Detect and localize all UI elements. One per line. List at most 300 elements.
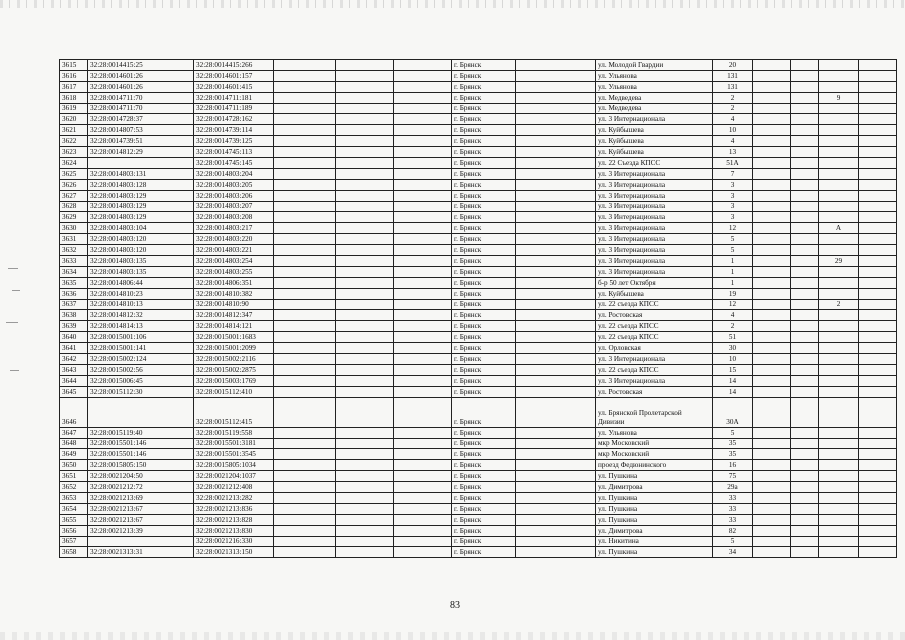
empty-cell [274,525,336,536]
empty-cell [274,168,336,179]
empty-cell [859,449,897,460]
street-cell: ул. Пушкина [596,503,713,514]
table-row [60,503,897,514]
empty-cell [336,375,394,386]
city-cell: г. Брянск [452,397,516,427]
empty-cell [516,147,596,158]
object-cadastral-number-cell: 32:28:0014745:113 [194,147,274,158]
empty-cell [274,547,336,558]
empty-cell [753,245,791,256]
table-row [60,266,897,277]
object-cadastral-number-cell: 32:28:0021213:828 [194,514,274,525]
object-cadastral-number-cell: 32:28:0014806:351 [194,277,274,288]
object-cadastral-number-cell: 32:28:0014728:162 [194,114,274,125]
house-number-cell: 5 [713,234,753,245]
empty-cell [274,147,336,158]
empty-cell [791,179,819,190]
empty-cell [516,449,596,460]
empty-cell [274,375,336,386]
house-number-cell: 14 [713,386,753,397]
land-cadastral-number-cell: 32:28:0014711:70 [88,92,194,103]
apartment-number-cell: 9 [819,92,859,103]
city-cell: г. Брянск [452,168,516,179]
empty-cell [753,460,791,471]
city-cell: г. Брянск [452,343,516,354]
object-cadastral-number-cell: 32:28:0014803:255 [194,266,274,277]
empty-cell [394,514,452,525]
street-cell: ул. 3 Интернационала [596,179,713,190]
empty-cell [394,482,452,493]
row-number-cell: 3646 [60,397,88,427]
empty-cell [394,492,452,503]
empty-cell [753,147,791,158]
apartment-number-cell [819,103,859,114]
empty-cell [394,70,452,81]
apartment-number-cell [819,212,859,223]
empty-cell [791,92,819,103]
apartment-number-cell [819,114,859,125]
street-cell: ул. Димитрова [596,525,713,536]
empty-cell [274,114,336,125]
apartment-number-cell [819,288,859,299]
street-cell: ул. 3 Интернационала [596,266,713,277]
empty-cell [859,201,897,212]
land-cadastral-number-cell: 32:28:0021213:69 [88,492,194,503]
empty-cell [753,343,791,354]
street-cell: ул. Пушкина [596,547,713,558]
city-cell: г. Брянск [452,266,516,277]
empty-cell [336,449,394,460]
city-cell: г. Брянск [452,245,516,256]
empty-cell [753,81,791,92]
object-cadastral-number-cell: 32:28:0014739:114 [194,125,274,136]
empty-cell [516,70,596,81]
empty-cell [274,354,336,365]
empty-cell [516,299,596,310]
registry-rows [60,60,897,558]
empty-cell [274,179,336,190]
empty-cell [791,103,819,114]
row-number-cell: 3622 [60,136,88,147]
empty-cell [516,266,596,277]
street-cell: ул. Пушкина [596,492,713,503]
row-number-cell: 3623 [60,147,88,158]
object-cadastral-number-cell: 32:28:0014803:207 [194,201,274,212]
empty-cell [859,547,897,558]
empty-cell [336,114,394,125]
empty-cell [859,147,897,158]
row-number-cell: 3617 [60,81,88,92]
row-number-cell: 3641 [60,343,88,354]
empty-cell [791,438,819,449]
object-cadastral-number-cell: 32:28:0015119:558 [194,427,274,438]
house-number-cell: 131 [713,70,753,81]
empty-cell [274,201,336,212]
object-cadastral-number-cell: 32:28:0014803:221 [194,245,274,256]
empty-cell [336,321,394,332]
apartment-number-cell [819,234,859,245]
house-number-cell: 30 [713,343,753,354]
table-row [60,70,897,81]
city-cell: г. Брянск [452,179,516,190]
empty-cell [753,277,791,288]
empty-cell [859,514,897,525]
empty-cell [516,92,596,103]
empty-cell [859,482,897,493]
apartment-number-cell [819,386,859,397]
empty-cell [859,343,897,354]
empty-cell [791,288,819,299]
apartment-number-cell [819,321,859,332]
object-cadastral-number-cell: 32:28:0015002:2116 [194,354,274,365]
table-row [60,386,897,397]
empty-cell [336,277,394,288]
empty-cell [791,223,819,234]
empty-cell [336,332,394,343]
apartment-number-cell [819,136,859,147]
empty-cell [753,375,791,386]
empty-cell [274,92,336,103]
land-cadastral-number-cell [88,397,194,427]
house-number-cell: 10 [713,354,753,365]
empty-cell [394,201,452,212]
city-cell: г. Брянск [452,427,516,438]
empty-cell [274,256,336,267]
empty-cell [791,514,819,525]
city-cell: г. Брянск [452,438,516,449]
land-cadastral-number-cell: 32:28:0014803:104 [88,223,194,234]
empty-cell [394,212,452,223]
empty-cell [791,343,819,354]
city-cell: г. Брянск [452,234,516,245]
empty-cell [336,201,394,212]
row-number-cell: 3652 [60,482,88,493]
empty-cell [274,299,336,310]
house-number-cell: 1 [713,266,753,277]
land-cadastral-number-cell: 32:28:0014803:135 [88,256,194,267]
row-number-cell: 3625 [60,168,88,179]
empty-cell [274,514,336,525]
street-cell: ул. Орловская [596,343,713,354]
empty-cell [859,212,897,223]
row-number-cell: 3615 [60,60,88,71]
house-number-cell: 35 [713,438,753,449]
empty-cell [859,427,897,438]
street-cell: мкр Московский [596,449,713,460]
empty-cell [336,427,394,438]
apartment-number-cell [819,397,859,427]
empty-cell [336,343,394,354]
empty-cell [394,114,452,125]
empty-cell [394,375,452,386]
empty-cell [336,386,394,397]
empty-cell [516,179,596,190]
land-cadastral-number-cell: 32:28:0014810:23 [88,288,194,299]
empty-cell [516,256,596,267]
apartment-number-cell [819,147,859,158]
city-cell: г. Брянск [452,158,516,169]
empty-cell [791,136,819,147]
city-cell: г. Брянск [452,103,516,114]
table-row [60,245,897,256]
empty-cell [336,310,394,321]
empty-cell [394,321,452,332]
apartment-number-cell [819,492,859,503]
empty-cell [516,245,596,256]
empty-cell [791,256,819,267]
object-cadastral-number-cell: 32:28:0015001:1683 [194,332,274,343]
empty-cell [336,547,394,558]
table-row [60,190,897,201]
empty-cell [859,277,897,288]
house-number-cell: 12 [713,223,753,234]
house-number-cell: 1 [713,277,753,288]
empty-cell [859,125,897,136]
land-cadastral-number-cell: 32:28:0014814:13 [88,321,194,332]
empty-cell [274,332,336,343]
street-cell: ул. Куйбышева [596,288,713,299]
city-cell: г. Брянск [452,277,516,288]
apartment-number-cell [819,277,859,288]
empty-cell [753,503,791,514]
row-number-cell: 3651 [60,471,88,482]
empty-cell [336,536,394,547]
house-number-cell: 5 [713,427,753,438]
empty-cell [516,212,596,223]
empty-cell [791,168,819,179]
street-cell: ул. 3 Интернационала [596,245,713,256]
empty-cell [791,266,819,277]
house-number-cell: 51 [713,332,753,343]
empty-cell [336,136,394,147]
empty-cell [791,449,819,460]
street-cell: ул. Ростовская [596,386,713,397]
empty-cell [516,503,596,514]
empty-cell [791,81,819,92]
row-number-cell: 3647 [60,427,88,438]
empty-cell [394,266,452,277]
empty-cell [274,386,336,397]
apartment-number-cell [819,375,859,386]
apartment-number-cell [819,503,859,514]
empty-cell [516,288,596,299]
empty-cell [394,277,452,288]
empty-cell [394,460,452,471]
house-number-cell: 4 [713,136,753,147]
house-number-cell: 33 [713,503,753,514]
empty-cell [753,60,791,71]
apartment-number-cell [819,266,859,277]
house-number-cell: 3 [713,212,753,223]
table-row [60,354,897,365]
empty-cell [753,92,791,103]
empty-cell [791,397,819,427]
house-number-cell: 12 [713,299,753,310]
empty-cell [859,525,897,536]
table-row [60,234,897,245]
object-cadastral-number-cell: 32:28:0014601:157 [194,70,274,81]
apartment-number-cell [819,179,859,190]
row-number-cell: 3642 [60,354,88,365]
land-cadastral-number-cell: 32:28:0014803:129 [88,201,194,212]
empty-cell [394,60,452,71]
empty-cell [394,427,452,438]
house-number-cell: 3 [713,190,753,201]
row-number-cell: 3643 [60,364,88,375]
empty-cell [753,427,791,438]
scan-edge-bottom [0,632,905,640]
street-cell: ул. Брянской Пролетарской Дивизии [596,397,713,427]
land-cadastral-number-cell: 32:28:0014803:135 [88,266,194,277]
empty-cell [859,70,897,81]
empty-cell [791,354,819,365]
scan-edge-top [0,0,905,8]
land-cadastral-number-cell: 32:28:0014803:131 [88,168,194,179]
empty-cell [274,492,336,503]
row-number-cell: 3636 [60,288,88,299]
table-row [60,223,897,234]
empty-cell [791,536,819,547]
empty-cell [336,158,394,169]
empty-cell [791,277,819,288]
row-number-cell: 3632 [60,245,88,256]
empty-cell [336,81,394,92]
empty-cell [394,343,452,354]
empty-cell [516,375,596,386]
street-cell: ул. Куйбышева [596,125,713,136]
land-cadastral-number-cell [88,158,194,169]
empty-cell [274,277,336,288]
land-cadastral-number-cell: 32:28:0015002:124 [88,354,194,365]
empty-cell [394,471,452,482]
house-number-cell: 5 [713,536,753,547]
street-cell: ул. 3 Интернационала [596,190,713,201]
apartment-number-cell [819,460,859,471]
empty-cell [336,503,394,514]
row-number-cell: 3624 [60,158,88,169]
land-cadastral-number-cell: 32:28:0014807:53 [88,125,194,136]
object-cadastral-number-cell: 32:28:0015002:2875 [194,364,274,375]
empty-cell [336,354,394,365]
object-cadastral-number-cell: 32:28:0021216:330 [194,536,274,547]
empty-cell [753,158,791,169]
apartment-number-cell: 2 [819,299,859,310]
house-number-cell: 4 [713,310,753,321]
table-row [60,256,897,267]
street-cell: ул. 22 съезда КПСС [596,364,713,375]
empty-cell [394,81,452,92]
empty-cell [274,449,336,460]
empty-cell [274,460,336,471]
city-cell: г. Брянск [452,386,516,397]
apartment-number-cell [819,190,859,201]
object-cadastral-number-cell: 32:28:0021313:150 [194,547,274,558]
empty-cell [516,492,596,503]
object-cadastral-number-cell: 32:28:0014812:347 [194,310,274,321]
object-cadastral-number-cell: 32:28:0021213:282 [194,492,274,503]
empty-cell [336,299,394,310]
house-number-cell: 3 [713,179,753,190]
house-number-cell: 2 [713,321,753,332]
empty-cell [336,288,394,299]
object-cadastral-number-cell: 32:28:0021204:1037 [194,471,274,482]
empty-cell [791,547,819,558]
empty-cell [394,449,452,460]
empty-cell [274,536,336,547]
empty-cell [516,525,596,536]
table-row [60,460,897,471]
row-number-cell: 3650 [60,460,88,471]
empty-cell [753,471,791,482]
empty-cell [336,60,394,71]
table-row [60,321,897,332]
land-cadastral-number-cell: 32:28:0021212:72 [88,482,194,493]
empty-cell [859,438,897,449]
land-cadastral-number-cell: 32:28:0015501:146 [88,438,194,449]
empty-cell [753,256,791,267]
empty-cell [394,386,452,397]
house-number-cell: 5 [713,245,753,256]
empty-cell [336,482,394,493]
empty-cell [753,212,791,223]
margin-marks [0,250,40,400]
street-cell: ул. 22 съезда КПСС [596,299,713,310]
house-number-cell: 34 [713,547,753,558]
empty-cell [274,245,336,256]
empty-cell [753,190,791,201]
object-cadastral-number-cell: 32:28:0021213:830 [194,525,274,536]
apartment-number-cell [819,158,859,169]
empty-cell [753,547,791,558]
city-cell: г. Брянск [452,81,516,92]
empty-cell [753,114,791,125]
empty-cell [394,245,452,256]
land-cadastral-number-cell: 32:28:0015002:56 [88,364,194,375]
empty-cell [394,547,452,558]
house-number-cell: 20 [713,60,753,71]
empty-cell [859,397,897,427]
empty-cell [859,364,897,375]
empty-cell [859,266,897,277]
empty-cell [791,482,819,493]
table-row [60,514,897,525]
apartment-number-cell [819,536,859,547]
empty-cell [791,364,819,375]
empty-cell [394,256,452,267]
empty-cell [394,332,452,343]
street-cell: ул. 3 Интернационала [596,212,713,223]
empty-cell [859,536,897,547]
empty-cell [753,136,791,147]
row-number-cell: 3638 [60,310,88,321]
empty-cell [791,60,819,71]
apartment-number-cell [819,168,859,179]
empty-cell [791,190,819,201]
table-row [60,125,897,136]
empty-cell [753,201,791,212]
street-cell: ул. 22 Съезда КПСС [596,158,713,169]
row-number-cell: 3631 [60,234,88,245]
empty-cell [753,525,791,536]
empty-cell [859,81,897,92]
apartment-number-cell [819,81,859,92]
house-number-cell: 82 [713,525,753,536]
empty-cell [859,60,897,71]
row-number-cell: 3657 [60,536,88,547]
empty-cell [336,147,394,158]
house-number-cell: 33 [713,514,753,525]
empty-cell [516,438,596,449]
